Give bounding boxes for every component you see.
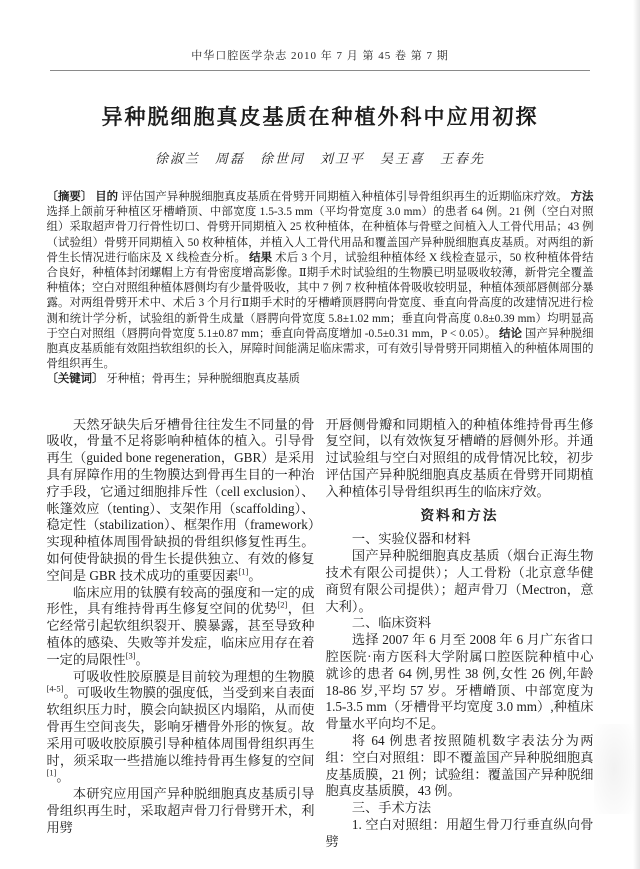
left-column bbox=[47, 417, 315, 851]
abstract-objective-text: 评估国产异种脱细胞真皮基质在骨劈开同期植入种植体引导骨组织再生的近期临床疗效。 bbox=[121, 191, 568, 203]
section-heading-materials-methods: 资料和方法 bbox=[420, 507, 499, 523]
abstract-methods-label: 方法 bbox=[570, 191, 594, 203]
abstract-objective-label: 目的 bbox=[95, 191, 119, 203]
abstract-methods-text: 选择上颌前牙种植区牙槽嵴顶、中部宽度 1.5-3.5 mm（平均骨宽度 3.0 mm）的患者 64 例。21 例（空白对照组）采取超声骨刀行骨性切口、骨劈开同期植入 25 枚种植体，在种植体与骨壁之间植入人工骨代用品；43 例（试验组）骨劈开同期植入 50 枚种植体，并植入人工骨代用品和覆盖国产异种脱细胞真皮基质。对两组的新骨生长情况进行临床及 X 线检查分析。 bbox=[46, 206, 594, 264]
body-paragraph-continuation: 开唇侧骨瓣和同期植入的种植体维持骨再生修复空间，以有效恢复牙槽嵴的唇侧外形。并通过试验组与空白对照组的成骨情况比较，初步评估国产异种脱细胞真皮基质在骨劈开同期植入种植体引导骨组织再生的临床疗效。 bbox=[325, 416, 594, 499]
keywords-tag: 〔关键词〕 bbox=[46, 373, 104, 386]
article-title: 异种脱细胞真皮基质在种植外科中应用初探 bbox=[101, 105, 539, 129]
subsection-heading-instruments: 一、实验仪器和材料 bbox=[351, 531, 471, 547]
body-columns bbox=[47, 417, 594, 851]
keywords-text: 牙种植；骨再生；异种脱细胞真皮基质 bbox=[106, 373, 300, 386]
body-paragraph: 本研究应用国产异种脱细胞真皮基质引导骨组织再生时，采取超声骨刀行骨劈开术，利用劈 bbox=[46, 786, 315, 835]
abstract-conclusion-label: 结论 bbox=[499, 327, 523, 340]
scan-smudge bbox=[594, 724, 634, 814]
body-paragraph: 临床应用的钛膜有较高的强度和一定的成形性，具有维持骨再生修复空间的优势[2]，但它经常引起软组织裂开、膜暴露，甚至导致种植体的感染、失败等并发症，临床应用存在着一定的局限性[3]。 bbox=[46, 584, 315, 667]
body-paragraph: 选择 2007 年 6 月至 2008 年 6 月广东省口腔医院·南方医科大学附属口腔医院种植中心就诊的患者 64 例,男性 38 例,女性 26 例,年龄 18-86 岁,平均 57 岁。牙槽嵴顶、中部宽度为 1.5-3.5 mm（牙槽骨平均宽度 3.0 mm）,种植床骨量水平向均不足。 bbox=[325, 632, 594, 732]
body-paragraph: 将 64 例患者按照随机数字表法分为两组：空白对照组：即不覆盖国产异种脱细胞真皮基质膜，21 例；试验组：覆盖国产异种脱细胞真皮基质膜，43 例。 bbox=[325, 732, 594, 799]
body-paragraph: 可吸收性胶原膜是目前较为理想的生物膜[4-5]。可吸收生物膜的强度低，当受到来自表面软组织压力时，膜会向缺损区内塌陷，从而使骨再生空间丧失，影响牙槽骨外形的恢复。故采用可吸收胶原膜引导种植体周围骨组织再生时，须采取一些措施以维持骨再生修复的空间[1]。 bbox=[46, 668, 315, 785]
keywords-line bbox=[47, 372, 594, 387]
abstract-tag: 〔摘要〕 bbox=[46, 191, 93, 203]
subsection-heading-clinical-data: 二、临床资料 bbox=[351, 615, 432, 631]
abstract-conclusion-text: 国产异种脱细胞真皮基质能有效阻挡软组织的长入，屏障时间能满足临床需求，可有效引导骨劈开同期植入的种植体周围的骨组织再生。 bbox=[46, 327, 594, 371]
abstract-results-text: 术后 3 个月，试验组种植体经 X 线检查显示，50 枚种植体骨结合良好，种植体封闭螺帽上方有骨密度增高影像。Ⅱ期手术时试验组的生物膜已明显吸收较薄，新骨完全覆盖种植体；空白对照组种植体唇侧均有少量骨吸收，其中 7 例 7 枚种植体骨吸收较明显，种植体颈部唇侧部分暴露。对两组骨劈开术中、术后 3 个月行Ⅱ期手术时的牙槽嵴顶唇腭向骨宽度、垂直向骨高度的改建情况进行检测和统计学分析，试验组的新骨生成量（唇腭向骨宽度 5.8±1.02 mm；垂直向骨高度 0.8±0.39 mm）均明显高于空白对照组（唇腭向骨宽度 5.1±0.87 mm；垂直向骨高度增加 -0.5±0.31 mm，P < 0.05）。 bbox=[46, 251, 594, 340]
body-paragraph: 国产异种脱细胞真皮基质（烟台正海生物技术有限公司提供）；人工骨粉（北京意华健商贸有限公司提供）；超声骨刀（Mectron，意大利）。 bbox=[325, 548, 594, 614]
abstract-results-label: 结果 bbox=[249, 251, 273, 264]
abstract-paragraph bbox=[47, 190, 594, 372]
journal-header: 中华口腔医学杂志 2010 年 7 月 第 45 卷 第 7 期 bbox=[191, 50, 449, 62]
authors-line: 徐淑兰 周磊 徐世同 刘卫平 吴王喜 王春先 bbox=[154, 151, 485, 166]
abstract-block bbox=[47, 190, 594, 388]
body-paragraph: 天然牙缺失后牙槽骨往往发生不同量的骨吸收，骨量不足将影响种植体的植入。引导骨再生（guided bone regeneration，GBR）是采用具有屏障作用的生物膜达到骨再生目的一种治疗手段，它通过细胞排斥性（cell exclusion）、帐篷效应（tenting）、支架作用（scaffolding）、稳定性（stabilization）、框架作用（framework）实现种植体周围骨缺损的骨组织修复性再生。如何使骨缺损的骨生长提供独立、有效的修复空间是 GBR 技术成功的重要因素[1]。 bbox=[46, 416, 315, 583]
subsection-heading-surgical-method: 三、手术方法 bbox=[351, 800, 432, 816]
body-paragraph: 1. 空白对照组：用超生骨刀行垂直纵向骨劈 bbox=[325, 816, 594, 849]
right-column bbox=[326, 417, 594, 851]
header-rule bbox=[50, 70, 590, 71]
